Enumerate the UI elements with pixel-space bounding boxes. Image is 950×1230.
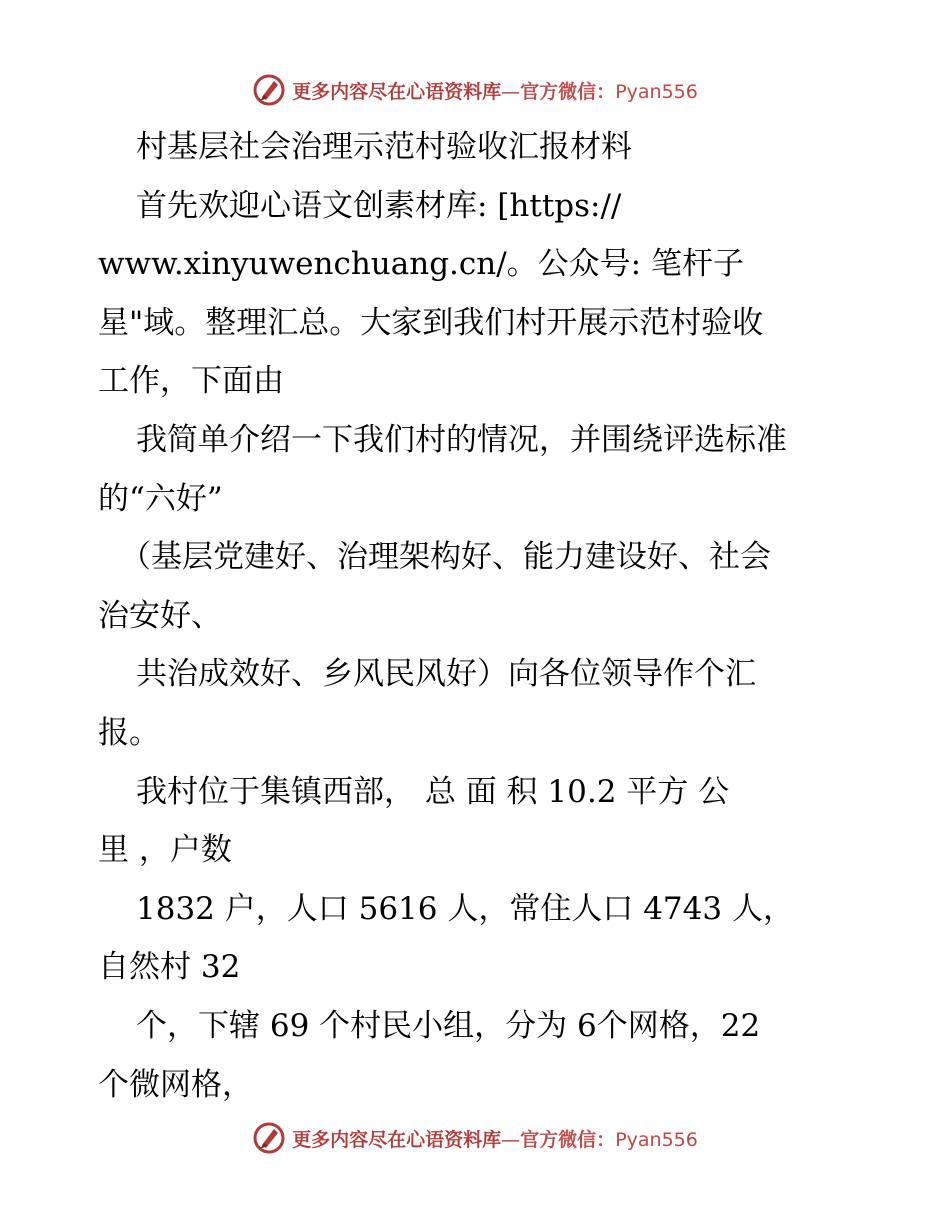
paragraph-line: 我简单介绍一下我们村的情况，并围绕评选标准 <box>136 421 787 458</box>
paragraph-line: 报。 <box>98 714 160 751</box>
paragraph-line: 治安好、 <box>98 597 222 634</box>
paragraph-line: 首先欢迎心语文创素材库: [https:// <box>136 187 622 224</box>
paragraph-line: 共治成效好、乡风民风好）向各位领导作个汇 <box>136 656 756 693</box>
pen-nib-logo-icon <box>252 1121 286 1155</box>
paragraph-line: 的“六好” <box>98 480 223 517</box>
paragraph-line: 1832 户，人口 5616 人，常住人口 4743 人， <box>136 890 794 927</box>
paragraph-line: 自然村 32 <box>98 949 241 986</box>
paragraph-line: 星"域。整理汇总。大家到我们村开展示范村验收 <box>98 304 764 341</box>
paragraph-line: 个微网格， <box>98 1066 253 1103</box>
banner-text: 更多内容尽在心语资料库—官方微信：Pyan556 <box>292 80 698 103</box>
document-title: 村基层社会治理示范村验收汇报材料 <box>136 129 632 165</box>
footer-banner <box>0 1118 950 1158</box>
paragraph-line: 我村位于集镇西部， 总 面 积 10.2 平方 公 <box>136 773 730 810</box>
paragraph-line: 工作，下面由 <box>98 363 284 400</box>
pen-nib-logo-icon <box>252 73 286 107</box>
banner-text: 更多内容尽在心语资料库—官方微信：Pyan556 <box>292 1128 698 1151</box>
paragraph-line: 个，下辖 69 个村民小组，分为 6个网格，22 <box>136 1007 761 1044</box>
paragraph-line: 里 ，户数 <box>98 832 232 869</box>
paragraph-line: （基层党建好、治理架构好、能力建设好、社会 <box>120 539 771 576</box>
header-banner <box>0 70 950 110</box>
paragraph-line: www.xinyuwenchuang.cn/。公众号: 笔杆子 <box>98 246 744 283</box>
document-body <box>98 118 868 1114</box>
